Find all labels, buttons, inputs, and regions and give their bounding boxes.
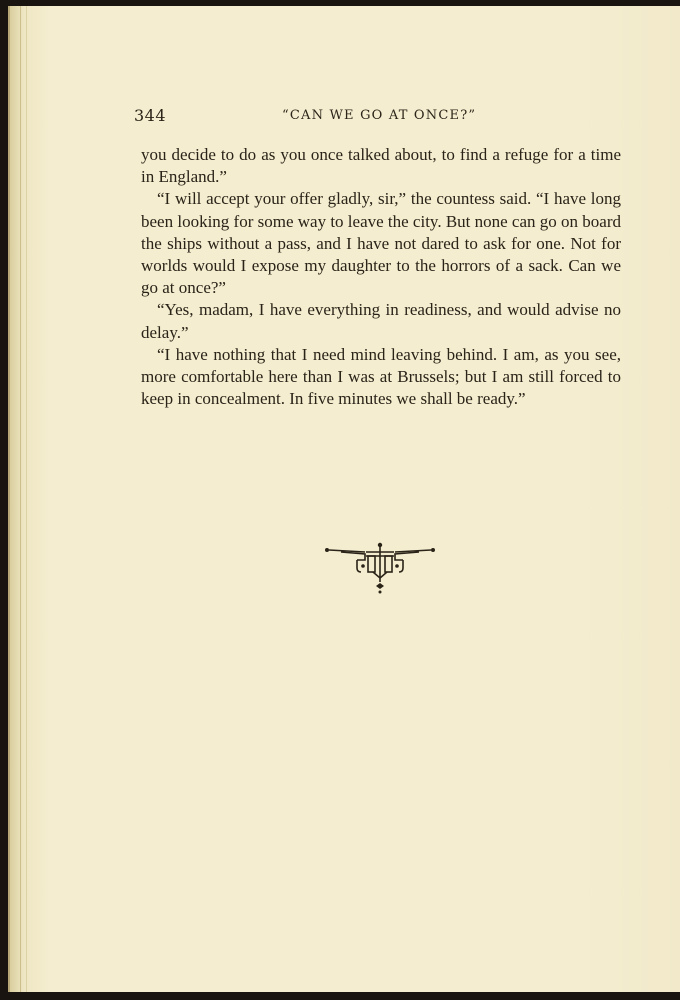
paragraph: “I will accept your offer gladly, sir,” the countess said. “I have long been looking for some way to leave the city. But none can go on board the ships without a pass, and I have not dared to ask for one. Not for worlds would I expose my daughter to the horrors of a sack. Can we go at once?” [141, 189, 621, 298]
paragraph: “I have nothing that I need mind leaving behind. I am, as you see, more comfortable here than I was at Brussels; but I am still forced to keep in concealment. In five minutes we shall be ready.” [141, 344, 621, 409]
paragraph-continuation: you decide to do as you once talked about, to find a refuge for a time in England.” [141, 145, 621, 187]
running-head: “CAN WE GO AT ONCE?” [282, 108, 477, 123]
page-header [134, 106, 620, 130]
tailpiece-ornament-icon [323, 540, 437, 594]
body-text [141, 144, 621, 410]
page-number: 344 [134, 106, 167, 125]
paragraph: “Yes, madam, I have everything in readiness, and would advise no delay.” [141, 300, 621, 342]
